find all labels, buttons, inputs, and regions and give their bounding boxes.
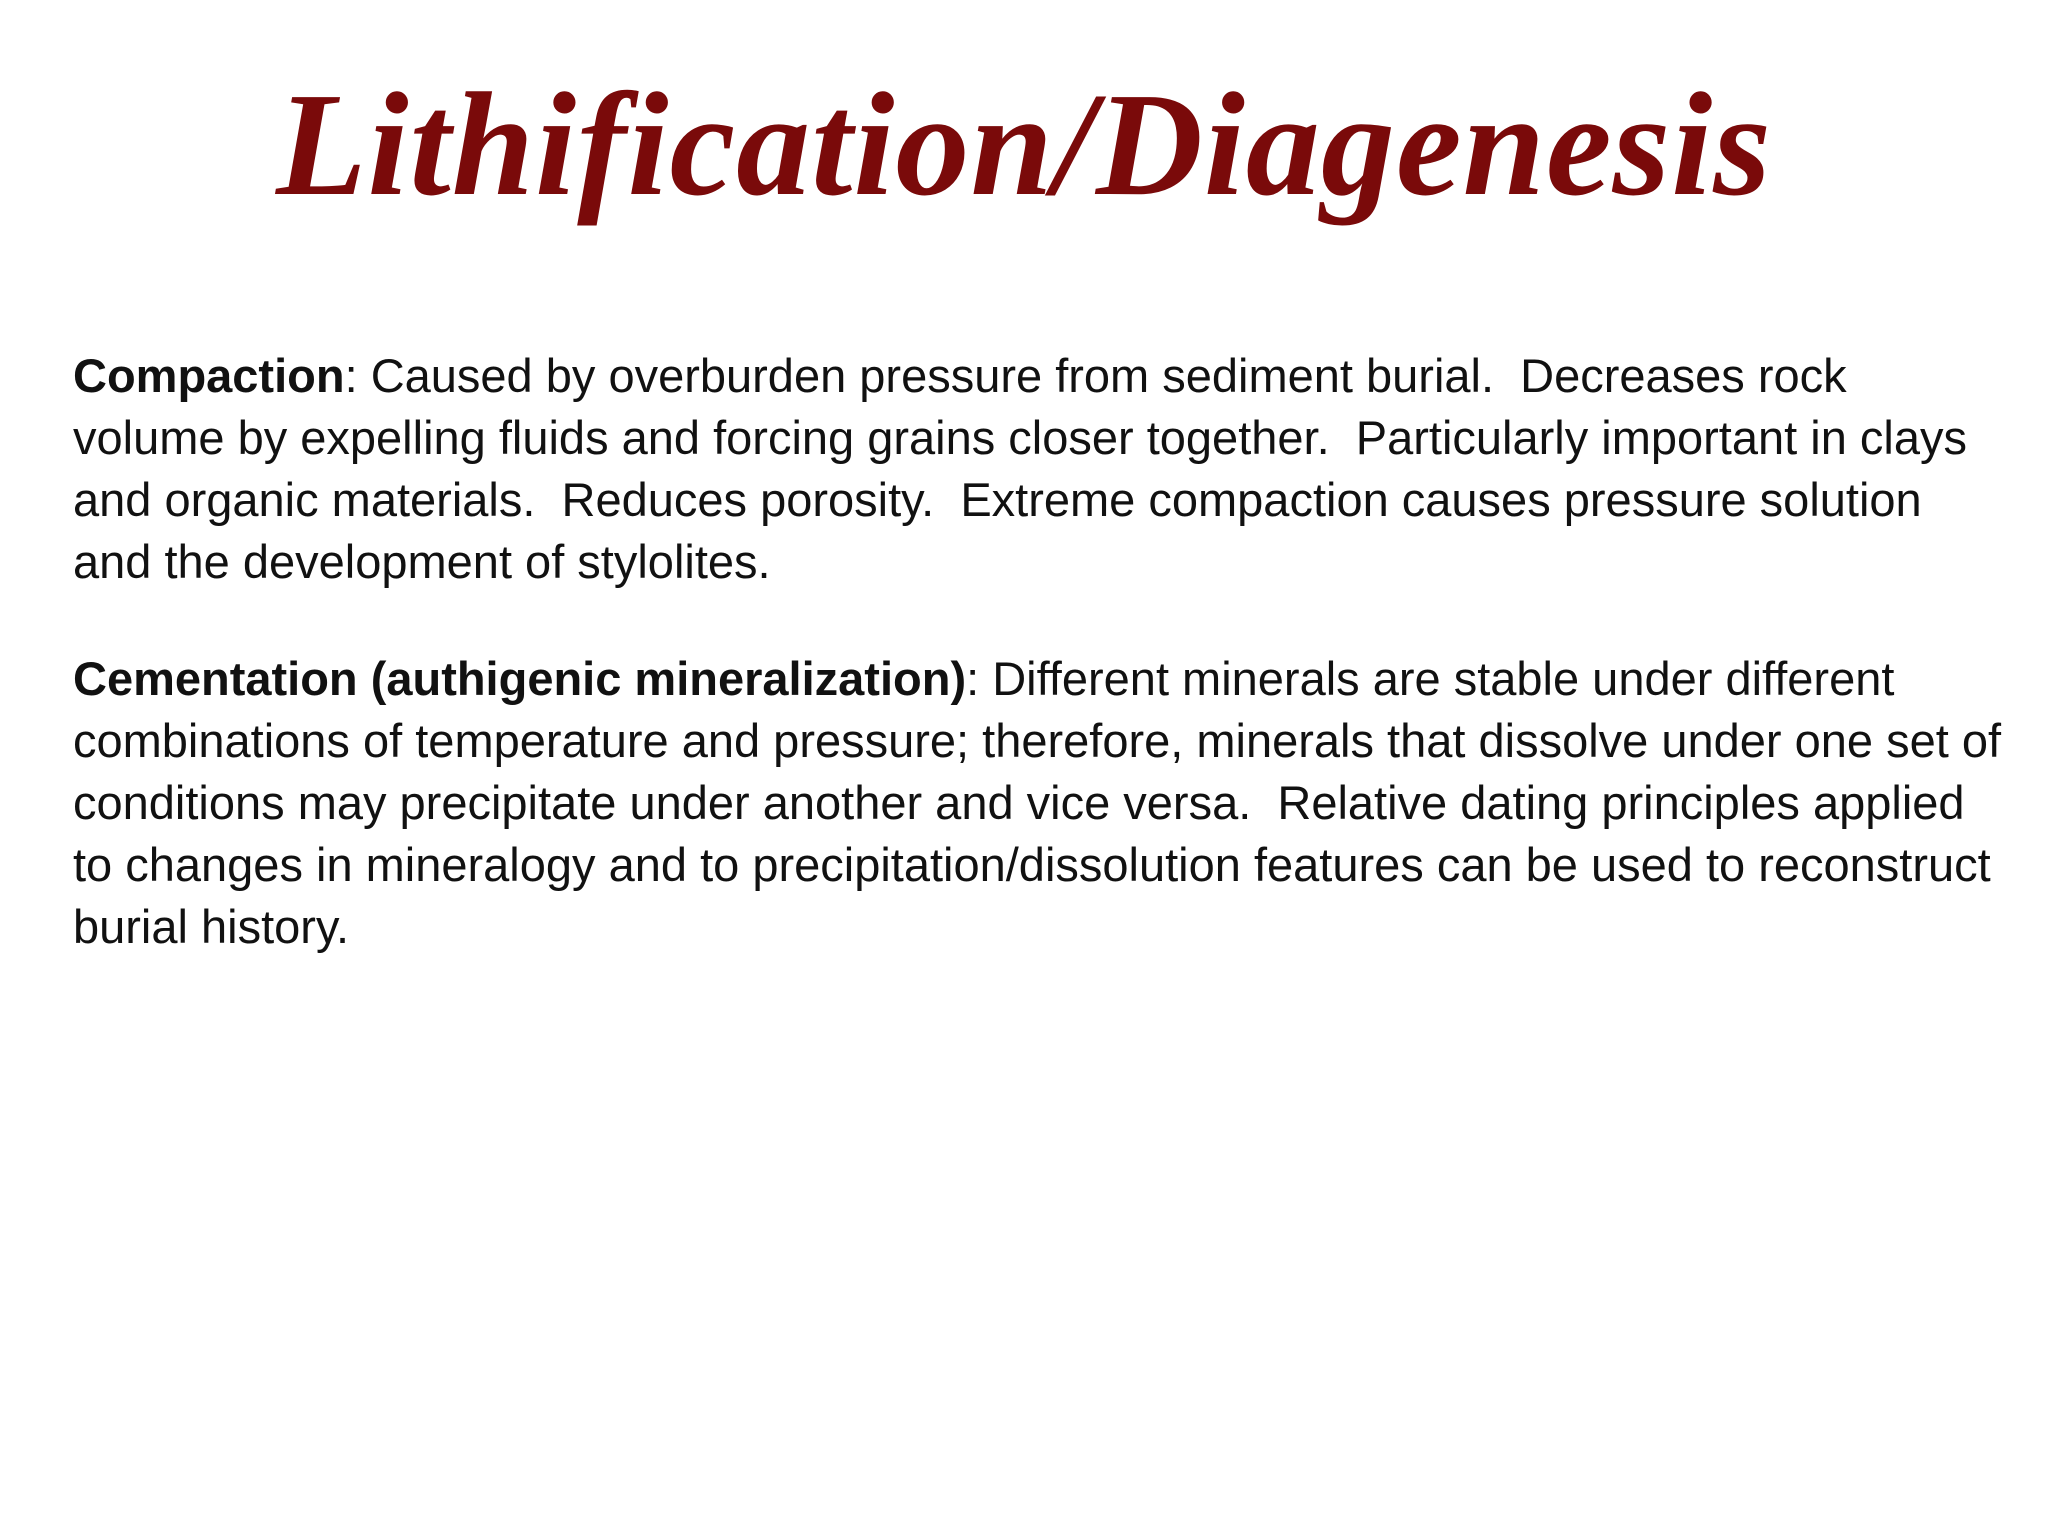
paragraph-cementation (73, 648, 2015, 958)
cementation-description: Different minerals are stable under different combinations of temperature and pressure; therefore, minerals that dissolve under one set of conditions may precipitate under another and vice versa. Relative dating principles applied to changes in mineralogy and to precipitation/dissolution features can be used to reconstruct burial history. (73, 652, 2015, 953)
compaction-description: Caused by overburden pressure from sediment burial. Decreases rock volume by expelling fluids and forcing grains closer together. Particularly important in clays and organic materials. Reduces porosity. Extreme compaction causes pressure solution and the development of stylolites. (73, 349, 1981, 588)
slide-title: Lithification/Diagenesis (276, 63, 1772, 227)
term-cementation: Cementation (authigenic mineralization) (73, 652, 967, 705)
paragraph-compaction (73, 345, 2003, 593)
term-compaction: Compaction (73, 349, 345, 402)
term-separator: : (966, 652, 993, 705)
term-separator: : (344, 349, 371, 402)
slide-body (73, 345, 2015, 1013)
